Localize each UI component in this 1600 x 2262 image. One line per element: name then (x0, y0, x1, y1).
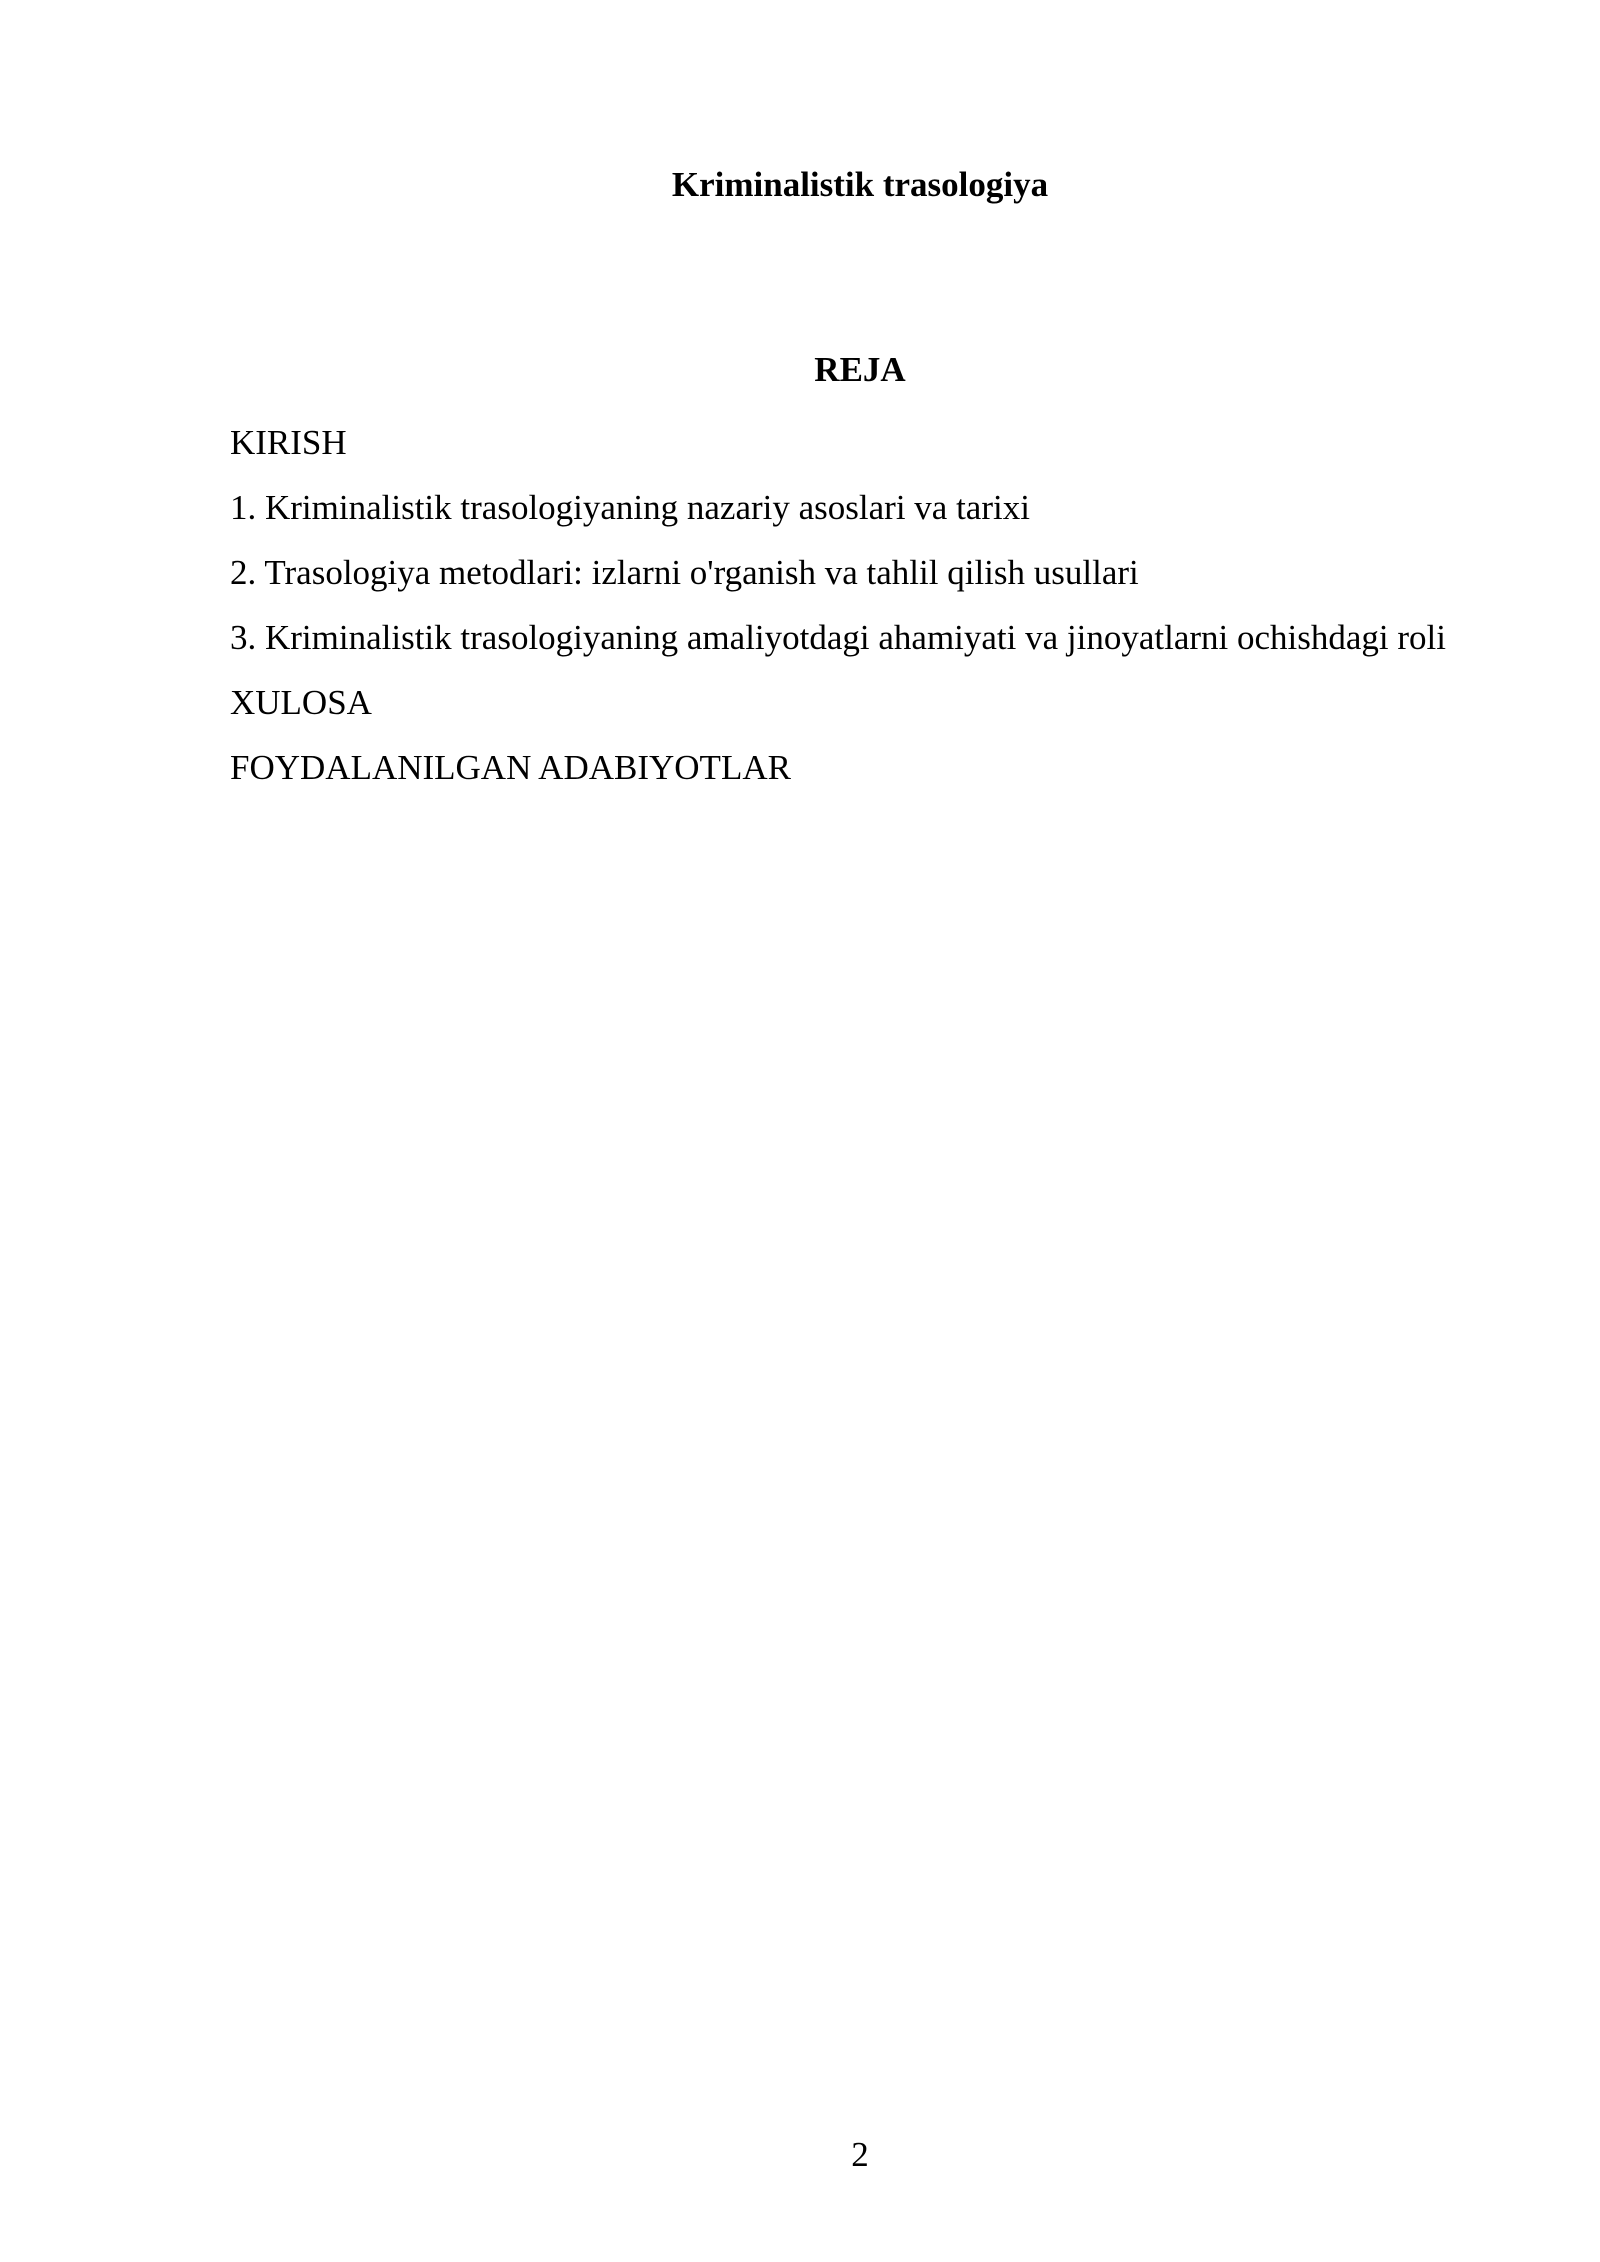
plan-item-conclusion: XULOSA (230, 683, 372, 722)
plan-item-references: FOYDALANILGAN ADABIYOTLAR (230, 748, 791, 787)
plan-heading: REJA (814, 350, 906, 389)
plan-item-3: 3. Kriminalistik trasologiyaning amaliyotdagi ahamiyati va jinoyatlarni ochishdagi roli (230, 618, 1446, 657)
document-title: Kriminalistik trasologiya (671, 165, 1049, 204)
plan-list (230, 415, 1500, 805)
plan-item-2: 2. Trasologiya metodlari: izlarni o'rganish va tahlil qilish usullari (230, 553, 1139, 592)
plan-item-introduction: KIRISH (230, 423, 347, 462)
page-number: 2 (851, 2135, 869, 2174)
plan-item-1: 1. Kriminalistik trasologiyaning nazariy asoslari va tarixi (230, 488, 1030, 527)
